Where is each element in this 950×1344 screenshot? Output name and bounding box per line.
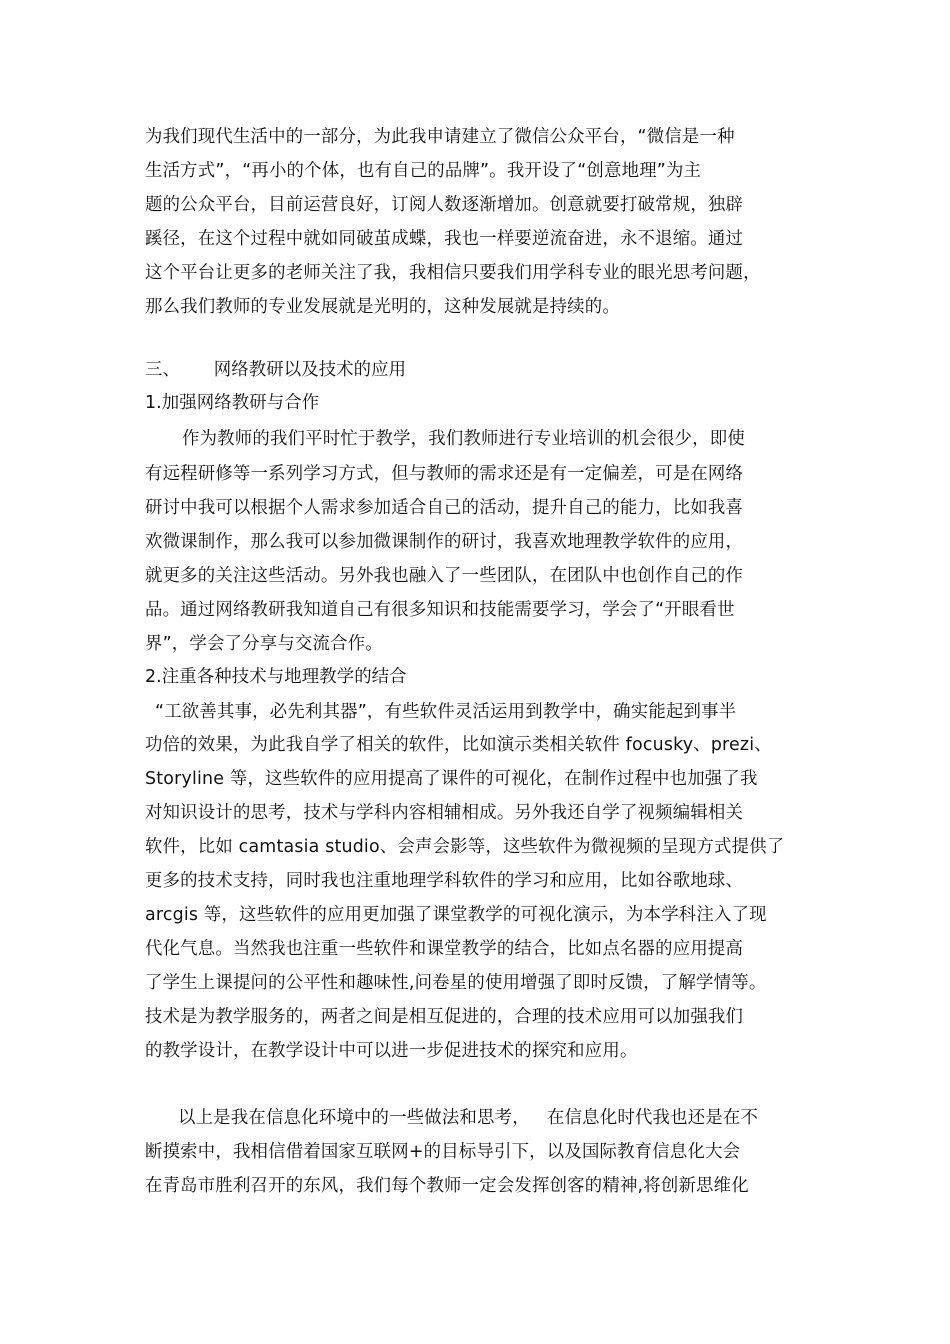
body-text-line: 品。通过网络教研我知道自己有很多知识和技能需要学习，学会了“开眼看世 [145, 600, 735, 620]
body-text-line: 断摸索中，我相信借着国家互联网+的目标导引下，以及国际教育信息化大会 [145, 1142, 741, 1162]
body-text-line: 更多的技术支持，同时我也注重地理学科软件的学习和应用，比如谷歌地球、 [145, 871, 744, 891]
body-text-line: 那么我们教师的专业发展就是光明的，这种发展就是持续的。 [145, 297, 620, 317]
body-text-line: arcgis 等，这些软件的应用更加强了课堂教学的可视化演示，为本学科注入了现 [145, 905, 767, 925]
body-text-line: 在青岛市胜利召开的东风，我们每个教师一定会发挥创客的精神,将创新思维化 [145, 1176, 749, 1196]
body-text-line: 了学生上课提问的公平性和趣味性,问卷星的使用增强了即时反馈，了解学情等。 [145, 973, 767, 993]
body-text-line: 题的公众平台，目前运营良好，订阅人数逐渐增加。创意就要打破常规，独辟 [145, 195, 744, 215]
body-text-line: 研讨中我可以根据个人需求参加适合自己的活动，提升自己的能力，比如我喜 [145, 498, 744, 518]
body-text-line: 软件，比如 camtasia studio、会声会影等，这些软件为微视频的呈现方式提供了 [145, 837, 785, 857]
section-heading: 三、 网络教研以及技术的应用 [145, 360, 407, 380]
body-text-line: 欢微课制作，那么我可以参加微课制作的研讨，我喜欢地理教学软件的应用， [145, 532, 744, 552]
body-text-line: 有远程研修等一系列学习方式，但与教师的需求还是有一定偏差，可是在网络 [145, 464, 744, 484]
body-text-line: 生活方式”，“再小的个体，也有自己的品牌”。我开设了“创意地理”为主 [145, 161, 702, 181]
body-text-line: 功倍的效果，为此我自学了相关的软件，比如演示类相关软件 focusky、prezi、 [145, 735, 772, 755]
body-text-line: 以上是我在信息化环境中的一些做法和思考， 在信息化时代我也还是在不 [178, 1108, 759, 1128]
body-text-line: 蹊径，在这个过程中就如同破茧成蝶，我也一样要逆流奋进，永不退缩。通过 [145, 229, 744, 249]
body-text-line: “工欲善其事，必先利其器”，有些软件灵活运用到教学中，确实能起到事半 [155, 702, 737, 722]
body-text-line: 作为教师的我们平时忙于教学，我们教师进行专业培训的机会很少，即使 [182, 429, 745, 449]
body-text-line: 技术是为教学服务的，两者之间是相互促进的，合理的技术应用可以加强我们 [145, 1007, 744, 1027]
subsection-heading: 1.加强网络教研与合作 [145, 393, 320, 413]
body-text-line: 界”，学会了分享与交流合作。 [145, 634, 383, 654]
body-text-line: Storyline 等，这些软件的应用提高了课件的可视化，在制作过程中也加强了我 [145, 769, 758, 789]
body-text-line: 的教学设计，在教学设计中可以进一步促进技术的探究和应用。 [145, 1041, 638, 1061]
body-text-line: 这个平台让更多的老师关注了我，我相信只要我们用学科专业的眼光思考问题， [145, 263, 761, 283]
body-text-line: 为我们现代生活中的一部分，为此我申请建立了微信公众平台，“微信是一种 [145, 127, 735, 147]
body-text-line: 对知识设计的思考，技术与学科内容相辅相成。另外我还自学了视频编辑相关 [145, 803, 744, 823]
subsection-heading: 2.注重各种技术与地理教学的结合 [145, 667, 407, 687]
body-text-line: 就更多的关注这些活动。另外我也融入了一些团队，在团队中也创作自己的作 [145, 566, 744, 586]
body-text-line: 代化气息。当然我也注重一些软件和课堂教学的结合，比如点名器的应用提高 [145, 939, 744, 959]
